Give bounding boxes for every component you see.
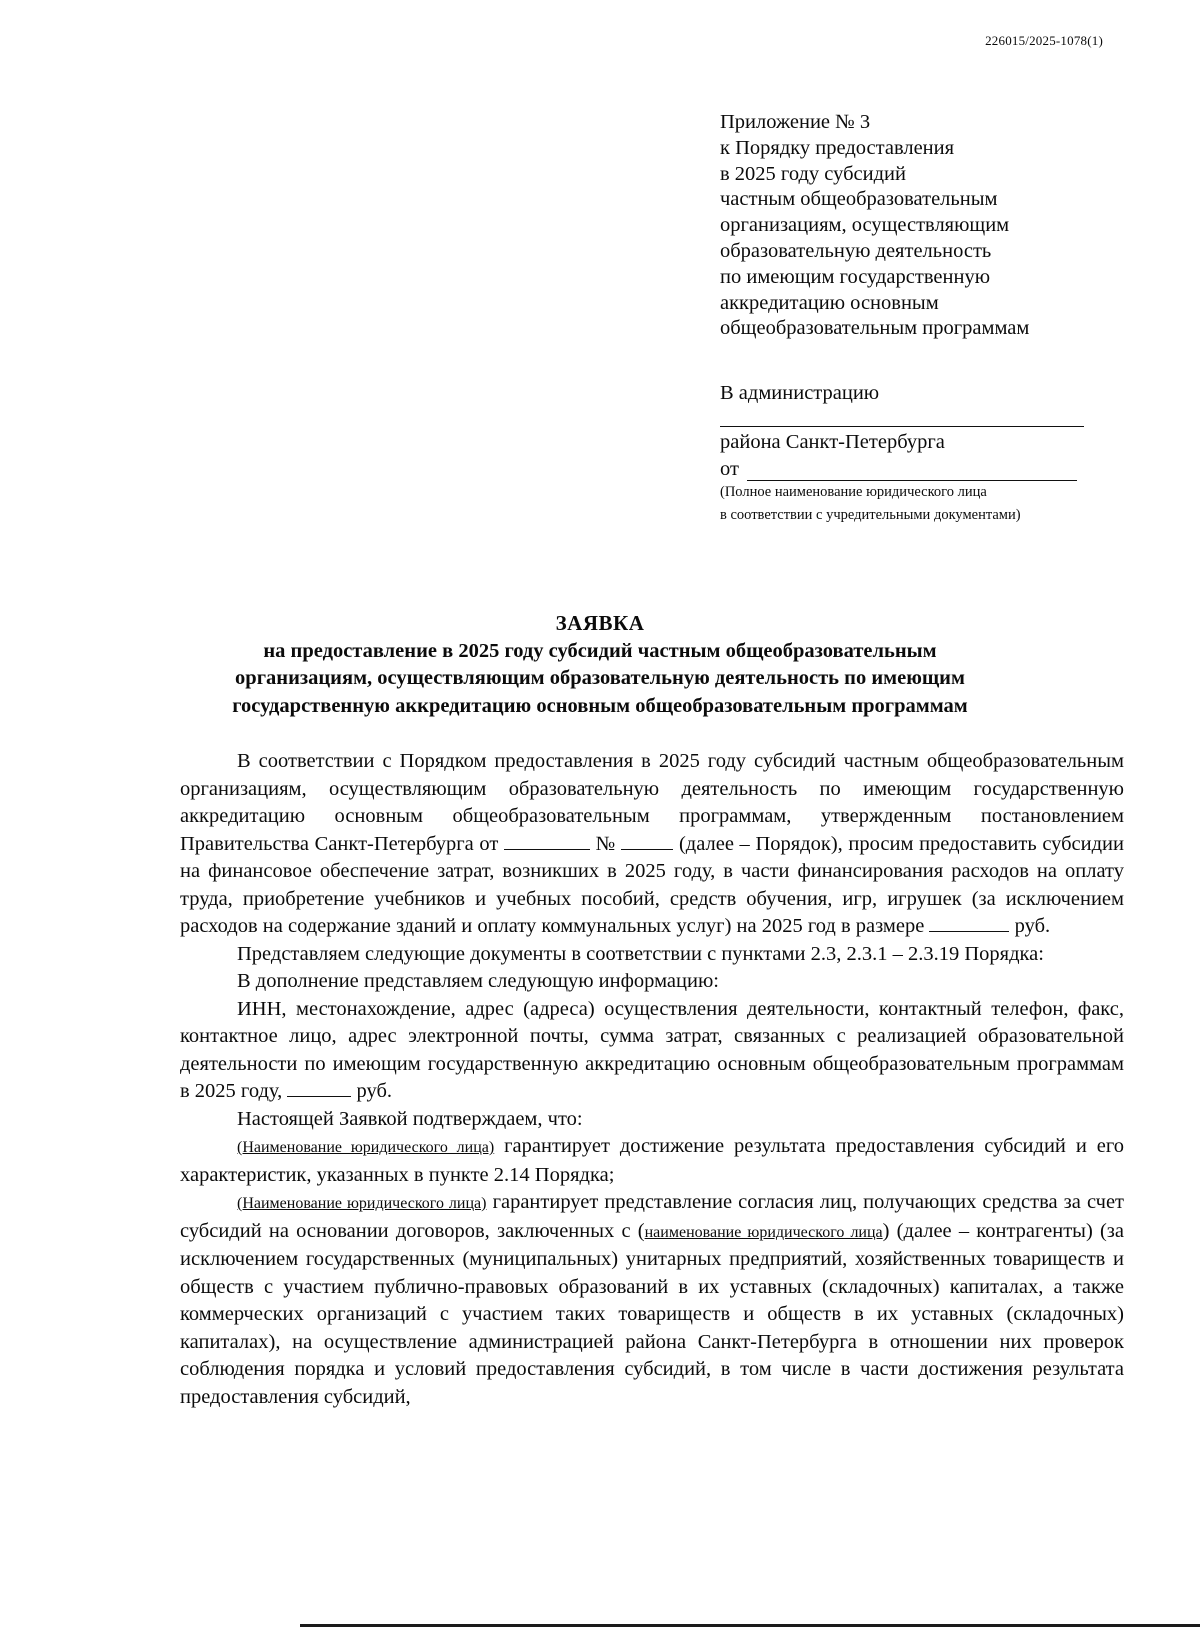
appendix-block [720, 110, 1029, 342]
appendix-line: частным общеобразовательным [720, 188, 998, 211]
paragraph-additional: В дополнение представляем следующую информацию: [237, 970, 719, 992]
paragraph-text: гарантирует достижение результата предоставления субсидий и его характеристик, указанных в пункте 2.14 Порядка; [180, 1135, 1124, 1186]
paragraph-info [180, 996, 1124, 1106]
amount-blank [929, 913, 1009, 932]
paragraph-confirm: Настоящей Заявкой подтверждаем, что: [237, 1107, 583, 1130]
addressee-note-line: в соответствии с учредительными документами) [720, 507, 1021, 523]
paragraph-text: В соответствии с Порядком предоставления в 2025 году субсидий частным общеобразовательным организациям, осуществляющим образовательную деятельность по имеющим государственную аккредитацию основным общеобразовательным программам, утвержденным постановлением Правительства Санкт-Петербурга от [180, 750, 1124, 855]
addressee-to: В администрацию [720, 382, 880, 404]
title-line: организациям, осуществляющим образовательную деятельность по имеющим [235, 667, 965, 689]
paragraph-guarantee-result [180, 1133, 1124, 1189]
from-blank-line [747, 460, 1077, 481]
title-main: ЗАЯВКА [555, 611, 645, 635]
appendix-line: по имеющим государственную [720, 265, 991, 288]
legal-entity-name-placeholder: (Наименование юридического лица) [237, 1139, 495, 1156]
paragraph-guarantee-consent [180, 1189, 1124, 1411]
paragraph-text: ) (далее – контрагенты) (за исключением государственных (муниципальных) унитарных предприятий, хозяйственных товариществ и обществ с участием публично-правовых образований в их уставных (складочных) капиталах, а также коммерческих организаций с участием таких товариществ и обществ в их уставных (складочных) капиталах), на осуществление администрацией района Санкт-Петербурга в отношении них проверок соблюдения порядка и условий предоставления субсидий, в том числе в части достижения результата предоставления субсидий, [180, 1219, 1124, 1408]
appendix-line: организациям, осуществляющим [720, 214, 1010, 237]
addressee-block [720, 380, 1120, 527]
legal-entity-name-placeholder: наименование юридического лица [644, 1223, 883, 1241]
title-line: на предоставление в 2025 году субсидий частным общеобразовательным [263, 639, 937, 662]
addressee-district: района Санкт-Петербурга [720, 431, 945, 453]
legal-entity-name-placeholder: (Наименование юридического лица) [237, 1195, 487, 1212]
date-blank [504, 831, 590, 850]
document-title [100, 610, 1100, 720]
page-bottom-edge-line [300, 1624, 1200, 1627]
appendix-line: аккредитацию основным [720, 291, 939, 314]
paragraph-text: ИНН, местонахождение, адрес (адреса) осуществления деятельности, контактный телефон, факс, контактное лицо, адрес электронной почты, сумма затрат, связанных с реализацией образовательной деятельности по имеющим государственную аккредитацию основным общеобразовательным программам в 2025 году, [180, 997, 1124, 1102]
from-row [720, 455, 1120, 481]
title-line: государственную аккредитацию основным общеобразовательным программам [232, 694, 968, 717]
currency-label: руб. [1014, 915, 1051, 937]
paragraph-text: гарантирует представление согласия лиц, получающих средства за счет субсидий на основании договоров, заключенных с ( [180, 1191, 1125, 1242]
currency-label: руб. [356, 1080, 393, 1102]
number-sign: № [595, 832, 616, 855]
paragraph-text: (далее – Порядок), просим предоставить субсидии на финансовое обеспечение затрат, возникших в 2025 году, в части финансирования расходов на оплату труда, приобретение учебников и учебных пособий, средств обучения, игр, игрушек (за исключением расходов на содержание зданий и оплату коммунальных услуг) на 2025 год в размере [180, 832, 1124, 937]
addressee-note-line: (Полное наименование юридического лица [720, 484, 987, 500]
paragraph-request [180, 748, 1124, 941]
number-blank [621, 831, 673, 850]
administration-blank-line [720, 406, 1084, 427]
appendix-line: общеобразовательным программам [720, 317, 1030, 340]
appendix-line: образовательную деятельность [720, 239, 992, 262]
registration-number: 226015/2025-1078(1) [985, 33, 1103, 48]
appendix-line: Приложение № 3 [720, 111, 871, 133]
from-label: от [720, 458, 739, 480]
appendix-line: в 2025 году субсидий [720, 162, 906, 185]
costs-blank [287, 1078, 351, 1097]
paragraph-documents: Представляем следующие документы в соответствии с пунктами 2.3, 2.3.1 – 2.3.19 Порядка: [237, 942, 1044, 965]
document-body [180, 748, 1124, 1411]
appendix-line: к Порядку предоставления [720, 136, 955, 159]
